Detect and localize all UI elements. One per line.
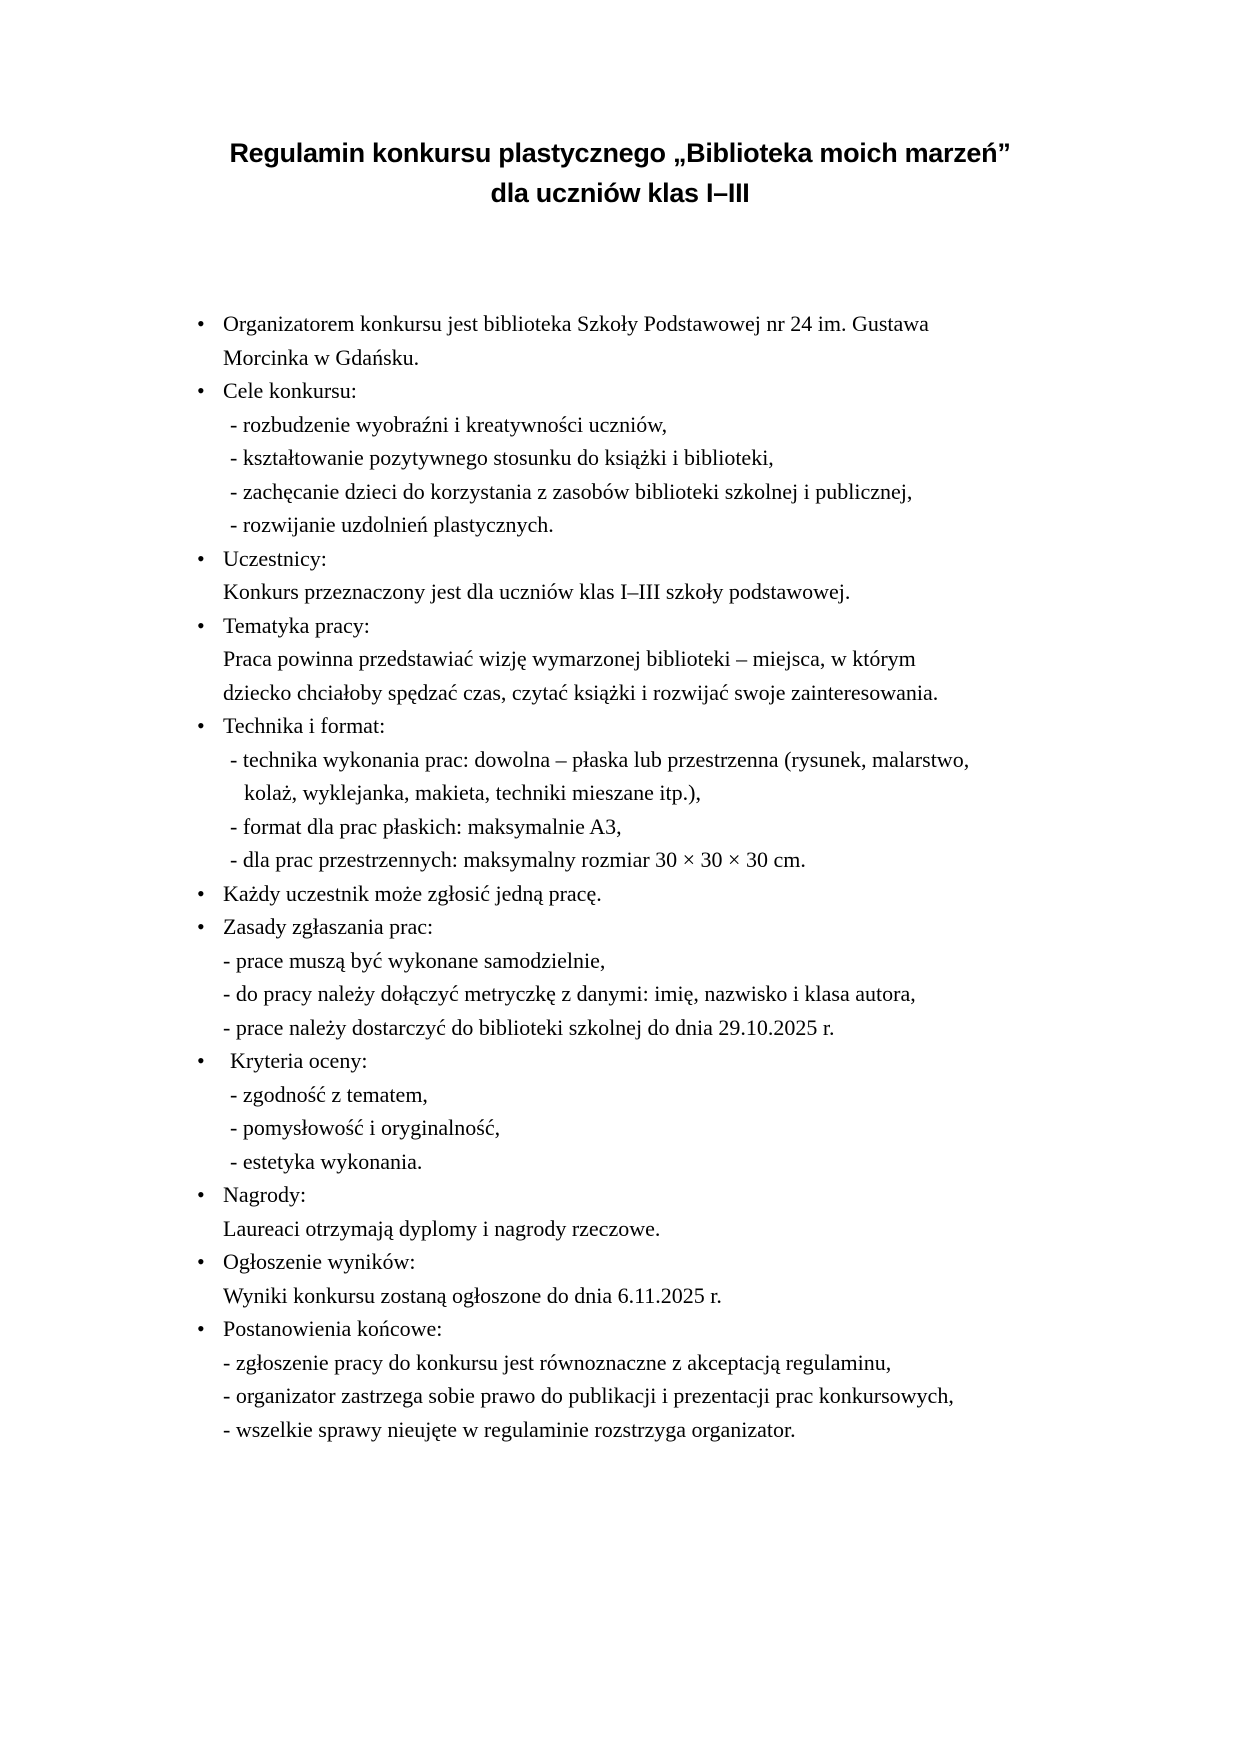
list-item-line: - wszelkie sprawy nieujęte w regulaminie rozstrzyga organizator. (223, 1416, 796, 1442)
list-item-heading: Organizatorem konkursu jest biblioteka Szkoły Podstawowej nr 24 im. Gustawa (223, 311, 929, 336)
bullet-icon: • (197, 1182, 205, 1207)
list-item-line: - zgodność z tematem, (230, 1081, 428, 1107)
bullet-icon: • (197, 914, 205, 939)
list-item (195, 374, 1135, 542)
list-item-line: - pomysłowość i oryginalność, (230, 1115, 501, 1140)
list-item-line: - prace muszą być wykonane samodzielnie, (223, 947, 606, 973)
bullet-icon: • (197, 1048, 205, 1073)
bullet-icon: • (197, 1316, 205, 1341)
list-item (195, 1044, 1135, 1178)
list-item-line: - zgłoszenie pracy do konkursu jest równoznaczne z akceptacją regulaminu, (223, 1349, 892, 1375)
list-item (195, 910, 1135, 1044)
bullet-list (195, 307, 1135, 1446)
title-line-1: Regulamin konkursu plastycznego „Biblioteka moich marzeń” (229, 138, 1011, 168)
bullet-icon: • (197, 545, 205, 571)
list-item-line: - format dla prac płaskich: maksymalnie A3, (230, 813, 622, 839)
list-item (195, 1178, 1135, 1245)
list-item-heading: Kryteria oceny: (230, 1048, 368, 1073)
list-item-line: Praca powinna przedstawiać wizję wymarzonej biblioteki – miejsca, w którym (223, 646, 916, 671)
list-item (195, 877, 1135, 911)
list-item-line: - zachęcanie dzieci do korzystania z zasobów biblioteki szkolnej i publicznej, (230, 478, 913, 504)
list-item-line: - technika wykonania prac: dowolna – płaska lub przestrzenna (rysunek, malarstwo, (230, 746, 970, 772)
list-item-heading: Każdy uczestnik może zgłosić jedną pracę. (223, 880, 602, 906)
list-item-heading: Nagrody: (223, 1182, 307, 1207)
list-item-heading: Tematyka pracy: (223, 612, 370, 638)
list-item-heading: Uczestnicy: (223, 545, 327, 571)
list-item-line: Konkurs przeznaczony jest dla uczniów klas I–III szkoły podstawowej. (223, 579, 851, 604)
list-item-line: Laureaci otrzymają dyplomy i nagrody rzeczowe. (223, 1215, 661, 1241)
list-item-line: - organizator zastrzega sobie prawo do publikacji i prezentacji prac konkursowych, (223, 1383, 954, 1408)
list-item (195, 1312, 1135, 1446)
list-item-heading: Postanowienia końcowe: (223, 1316, 443, 1341)
list-item-line: - dla prac przestrzennych: maksymalny rozmiar 30 × 30 × 30 cm. (230, 847, 806, 872)
list-item-heading: Zasady zgłaszania prac: (223, 914, 434, 939)
list-item-line: - rozbudzenie wyobraźni i kreatywności uczniów, (230, 411, 668, 437)
list-item-heading: Ogłoszenie wyników: (223, 1249, 416, 1274)
list-item-line: - do pracy należy dołączyć metryczkę z danymi: imię, nazwisko i klasa autora, (223, 981, 916, 1006)
list-item-heading: Technika i format: (223, 713, 386, 738)
title-line-2: dla uczniów klas I–III (490, 178, 750, 208)
list-item-line: dziecko chciałoby spędzać czas, czytać książki i rozwijać swoje zainteresowania. (223, 679, 939, 705)
list-item-line: kolaż, wyklejanka, makieta, techniki mieszane itp.), (244, 780, 701, 805)
list-item (195, 609, 1135, 710)
list-item (195, 542, 1135, 609)
bullet-icon: • (197, 311, 205, 336)
document-title (0, 133, 1240, 213)
list-item (195, 307, 1135, 374)
list-item-line: - rozwijanie uzdolnień plastycznych. (230, 512, 554, 537)
list-item-line: - estetyka wykonania. (230, 1148, 423, 1174)
list-item (195, 709, 1135, 877)
list-item-line: - kształtowanie pozytywnego stosunku do książki i biblioteki, (230, 445, 774, 470)
bullet-icon: • (197, 880, 205, 906)
list-item-line: Wyniki konkursu zostaną ogłoszone do dnia 6.11.2025 r. (223, 1282, 722, 1308)
list-item-line: - prace należy dostarczyć do biblioteki szkolnej do dnia 29.10.2025 r. (223, 1014, 835, 1040)
bullet-icon: • (197, 612, 205, 638)
list-item-line: Morcinka w Gdańsku. (223, 344, 420, 370)
bullet-icon: • (197, 378, 205, 403)
list-item (195, 1245, 1135, 1312)
bullet-icon: • (197, 713, 205, 738)
bullet-icon: • (197, 1249, 205, 1274)
list-item-heading: Cele konkursu: (223, 378, 357, 403)
